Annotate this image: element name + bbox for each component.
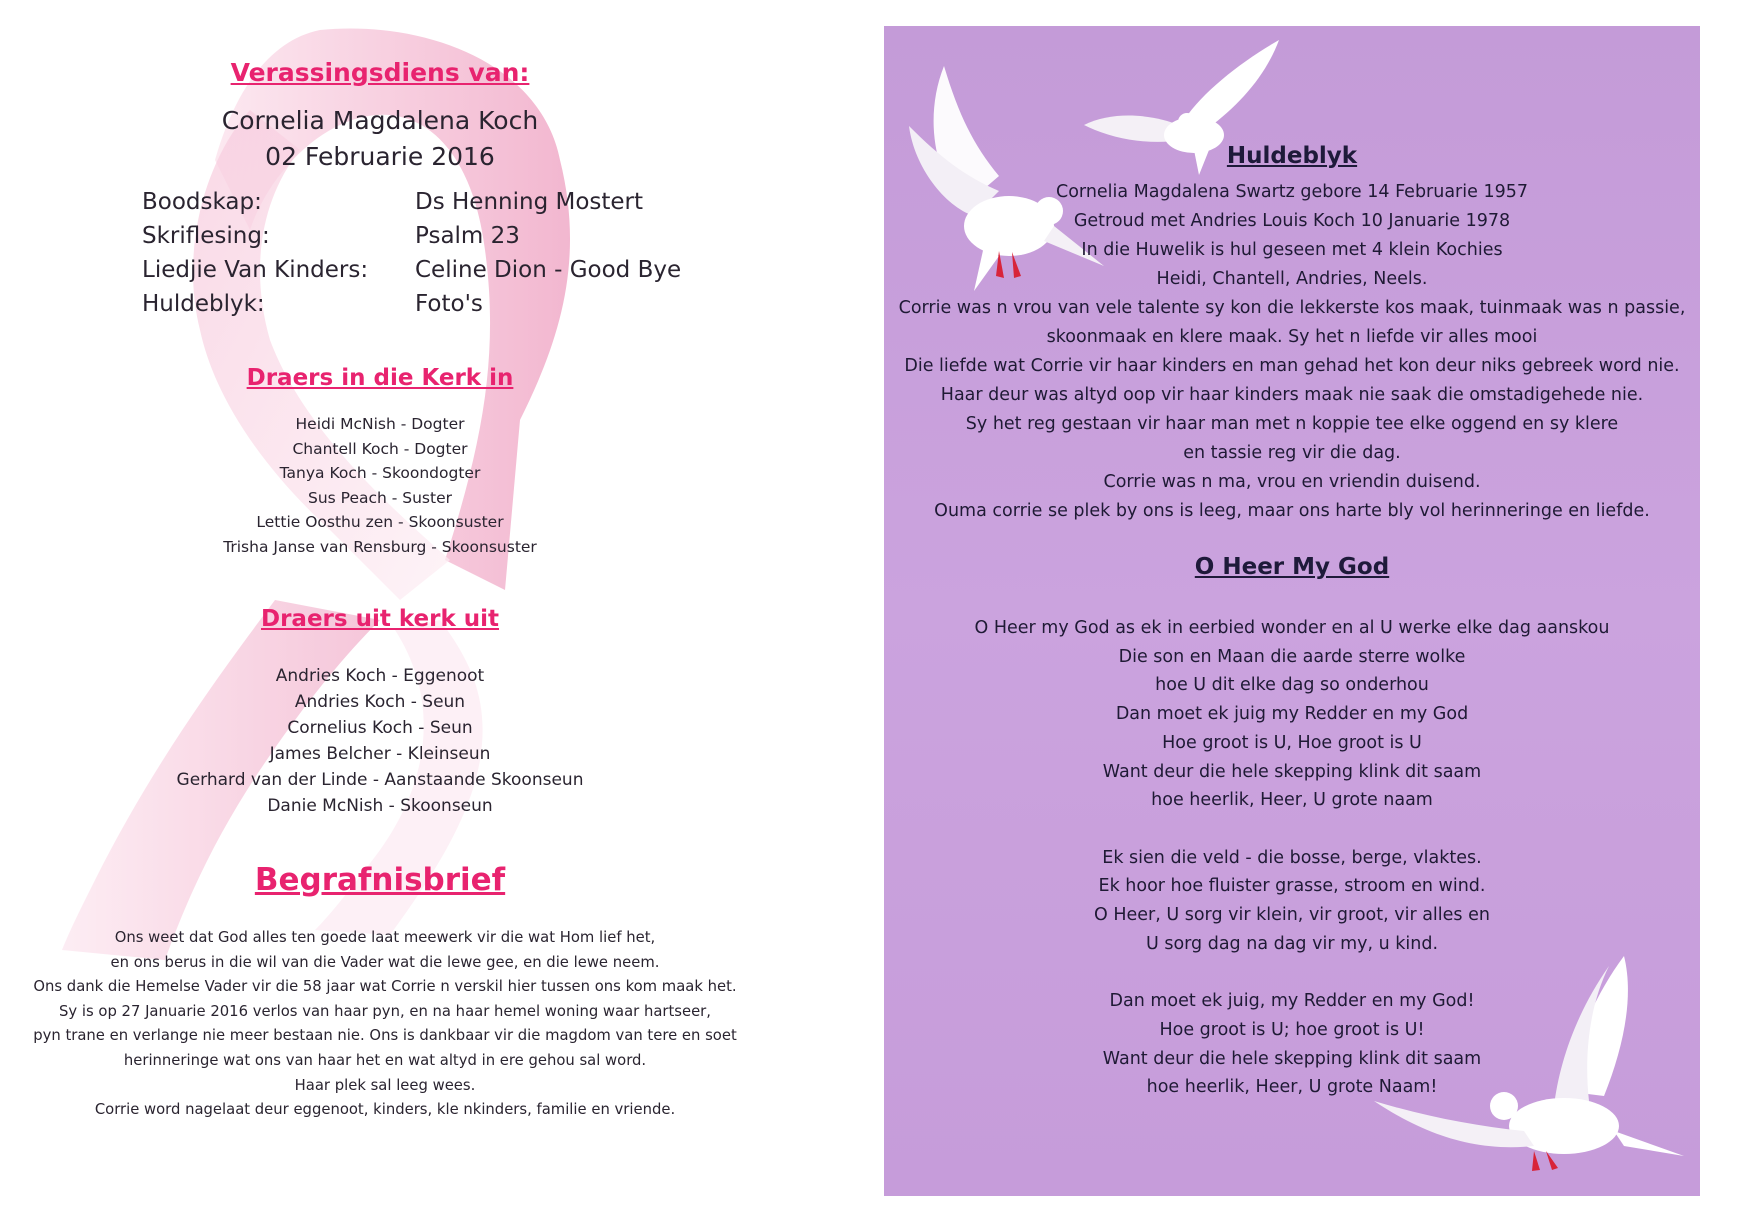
service-heading: Verassingsdiens van:: [230, 58, 530, 87]
programme-row: [142, 185, 702, 219]
song-line: hoe U dit elke dag so onderhou: [1155, 675, 1429, 696]
list-item: Lettie Oosthu zen - Skoonsuster: [256, 513, 504, 531]
song-verse: [884, 614, 1700, 815]
song-verse: [884, 844, 1700, 959]
letter-line: en ons berus in die wil van die Vader wat die lewe gee, en die lewe neem.: [110, 953, 660, 971]
programme-label: Huldeblyk:: [142, 291, 265, 317]
list-item: Chantell Koch - Dogter: [292, 439, 468, 458]
tribute-text: [884, 178, 1700, 526]
song-line: O Heer my God as ek in eerbied wonder en al U werke elke dag aanskou: [974, 618, 1610, 638]
programme-value: Ds Henning Mostert: [415, 189, 644, 215]
bearers-in-heading: Draers in die Kerk in: [246, 365, 514, 391]
programme-label: Boodskap:: [142, 189, 262, 215]
tribute-line: In die Huwelik is hul geseen met 4 klein Kochies: [1081, 240, 1503, 260]
funeral-letter: [10, 926, 760, 1123]
letter-line: Sy is op 27 Januarie 2016 verlos van haar pyn, en na haar hemel woning waar hartseer,: [59, 1002, 711, 1020]
song-line: U sorg dag na dag vir my, u kind.: [1145, 933, 1439, 954]
programme-label: Skriflesing:: [142, 223, 270, 249]
letter-heading: Begrafnisbrief: [254, 862, 506, 898]
list-item: Trisha Janse van Rensburg - Skoonsuster: [223, 537, 537, 556]
list-item: Andries Koch - Eggenoot: [275, 666, 485, 686]
song-line: Dan moet ek juig, my Redder en my God!: [1109, 991, 1475, 1012]
song-line: O Heer, U sorg vir klein, vir groot, vir alles en: [1094, 905, 1490, 926]
service-date: 02 Februarie 2016: [265, 142, 495, 171]
list-item: Tanya Koch - Skoondogter: [279, 464, 481, 482]
tribute-page: [884, 26, 1700, 1196]
tribute-line: Haar deur was altyd oop vir haar kinders maak nie saak die omstadigehede nie.: [940, 385, 1644, 405]
list-item: Heidi McNish - Dogter: [295, 415, 465, 433]
tribute-line: Ouma corrie se plek by ons is leeg, maar ons harte bly vol herinneringe en liefde.: [934, 501, 1650, 521]
tribute-line: Die liefde wat Corrie vir haar kinders en man gehad het kon deur niks gebreek word nie.: [904, 356, 1680, 376]
tribute-line: Corrie was n vrou van vele talente sy kon die lekkerste kos maak, tuinmaak was n passie,: [898, 298, 1686, 318]
letter-line: herinneringe wat ons van haar het en wat altyd in ere gehou sal word.: [123, 1051, 647, 1069]
tribute-heading: Huldeblyk: [1226, 143, 1358, 169]
tribute-line: Cornelia Magdalena Swartz gebore 14 Februarie 1957: [1056, 182, 1528, 202]
bearers-out-list: [150, 663, 610, 819]
song-lyrics: [884, 614, 1700, 1102]
deceased-name: Cornelia Magdalena Koch: [221, 106, 539, 135]
bearers-in-list: [180, 412, 580, 559]
list-item: Cornelius Koch - Seun: [287, 718, 473, 738]
letter-line: Haar plek sal leeg wees.: [294, 1076, 476, 1094]
list-item: Gerhard van der Linde - Aanstaande Skoonseun: [176, 770, 584, 790]
letter-line: Ons dank die Hemelse Vader vir die 58 jaar wat Corrie n verskil hier tussen ons kom maak het.: [33, 978, 737, 996]
letter-line: Ons weet dat God alles ten goede laat meewerk vir die wat Hom lief het,: [114, 929, 656, 946]
programme-row: [142, 287, 702, 321]
song-line: Dan moet ek juig my Redder en my God: [1115, 704, 1469, 725]
programme-list: [142, 185, 702, 321]
song-line: Hoe groot is U, Hoe groot is U: [1162, 732, 1422, 753]
list-item: Andries Koch - Seun: [294, 692, 466, 712]
song-verse: [884, 987, 1700, 1102]
programme-row: [142, 219, 702, 253]
list-item: Danie McNish - Skoonseun: [267, 796, 493, 816]
song-line: Ek sien die veld - die bosse, berge, vlaktes.: [1102, 847, 1482, 868]
tribute-line: Getroud met Andries Louis Koch 10 Januarie 1978: [1073, 211, 1511, 231]
song-line: Die son en Maan die aarde sterre wolke: [1118, 646, 1466, 667]
programme-value: Psalm 23: [415, 223, 520, 249]
song-heading: O Heer My God: [1194, 554, 1390, 580]
song-line: hoe heerlik, Heer, U grote Naam!: [1146, 1077, 1438, 1098]
song-line: Want deur die hele skepping klink dit saam: [1102, 761, 1482, 782]
programme-value: Foto's: [415, 291, 483, 317]
tribute-line: en tassie reg vir die dag.: [1183, 443, 1401, 463]
tribute-line: Sy het reg gestaan vir haar man met n koppie tee elke oggend en sy klere: [965, 414, 1619, 434]
song-line: Hoe groot is U; hoe groot is U!: [1159, 1019, 1425, 1040]
letter-line: pyn trane en verlange nie meer bestaan nie. Ons is dankbaar vir die magdom van tere en soet: [33, 1027, 737, 1045]
song-line: hoe heerlik, Heer, U grote naam: [1151, 790, 1433, 811]
programme-value: Celine Dion - Good Bye: [415, 257, 682, 283]
programme-row: [142, 253, 702, 287]
song-line: Want deur die hele skepping klink dit saam: [1102, 1048, 1482, 1069]
list-item: James Belcher - Kleinseun: [269, 744, 491, 764]
song-line: Ek hoor hoe fluister grasse, stroom en wind.: [1098, 876, 1486, 897]
letter-line: Corrie word nagelaat deur eggenoot, kinders, kle nkinders, familie en vriende.: [94, 1101, 676, 1119]
list-item: Sus Peach - Suster: [307, 488, 452, 507]
programme-label: Liedjie Van Kinders:: [142, 257, 369, 283]
bearers-out-heading: Draers uit kerk uit: [260, 606, 500, 632]
tribute-line: Corrie was n ma, vrou en vriendin duisend.: [1103, 472, 1481, 492]
tribute-line: skoonmaak en klere maak. Sy het n liefde vir alles mooi: [1046, 327, 1538, 347]
tribute-line: Heidi, Chantell, Andries, Neels.: [1156, 269, 1428, 289]
